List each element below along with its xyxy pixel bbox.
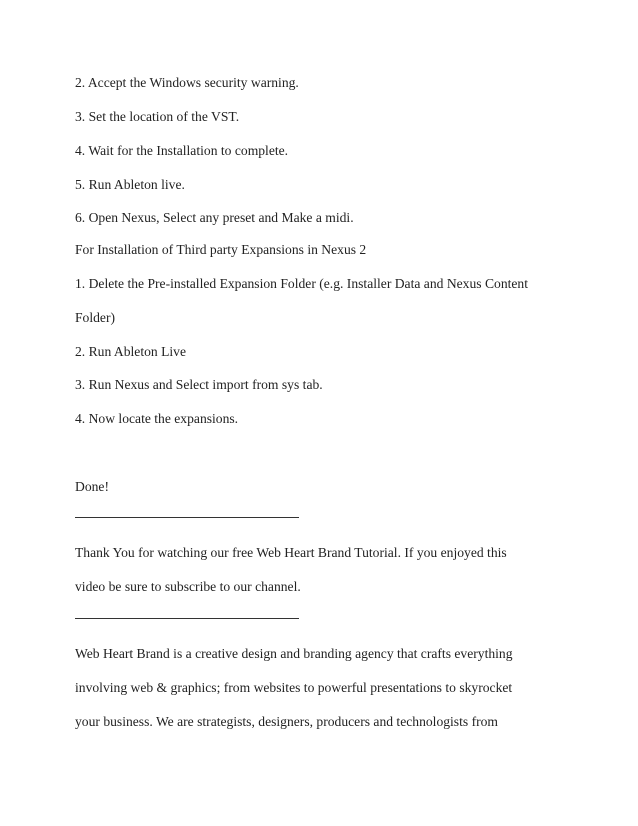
step-run-ableton: 5. Run Ableton live.	[75, 177, 185, 192]
thank-you-text: Thank You for watching our free Web Heart Brand Tutorial. If you enjoyed this	[75, 545, 507, 560]
thank-you-text-cont: video be sure to subscribe to our channel.	[75, 579, 301, 594]
done-text: Done!	[75, 479, 109, 494]
step-locate-expansions: 4. Now locate the expansions.	[75, 411, 239, 426]
step-open-nexus: 6. Open Nexus, Select any preset and Make a midi.	[75, 210, 354, 225]
section-heading-expansions: For Installation of Third party Expansions in Nexus 2	[75, 242, 367, 257]
step-accept-security-warning: 2. Accept the Windows security warning.	[75, 75, 299, 90]
step-delete-expansion-folder: 1. Delete the Pre-installed Expansion Folder (e.g. Installer Data and Nexus Content	[75, 276, 529, 291]
step-delete-expansion-folder-cont: Folder)	[75, 310, 116, 325]
step-run-nexus-import: 3. Run Nexus and Select import from sys tab.	[75, 377, 323, 392]
agency-description-cont: involving web & graphics; from websites to powerful presentations to skyrocket	[75, 680, 513, 695]
separator-line	[75, 517, 299, 518]
agency-description: Web Heart Brand is a creative design and branding agency that crafts everything	[75, 646, 513, 661]
agency-description-cont-2: your business. We are strategists, designers, producers and technologists from	[75, 714, 498, 729]
step-wait-installation: 4. Wait for the Installation to complete.	[75, 143, 289, 158]
step-run-ableton-live: 2. Run Ableton Live	[75, 344, 187, 359]
step-set-vst-location: 3. Set the location of the VST.	[75, 109, 240, 124]
separator-line-2	[75, 618, 299, 619]
